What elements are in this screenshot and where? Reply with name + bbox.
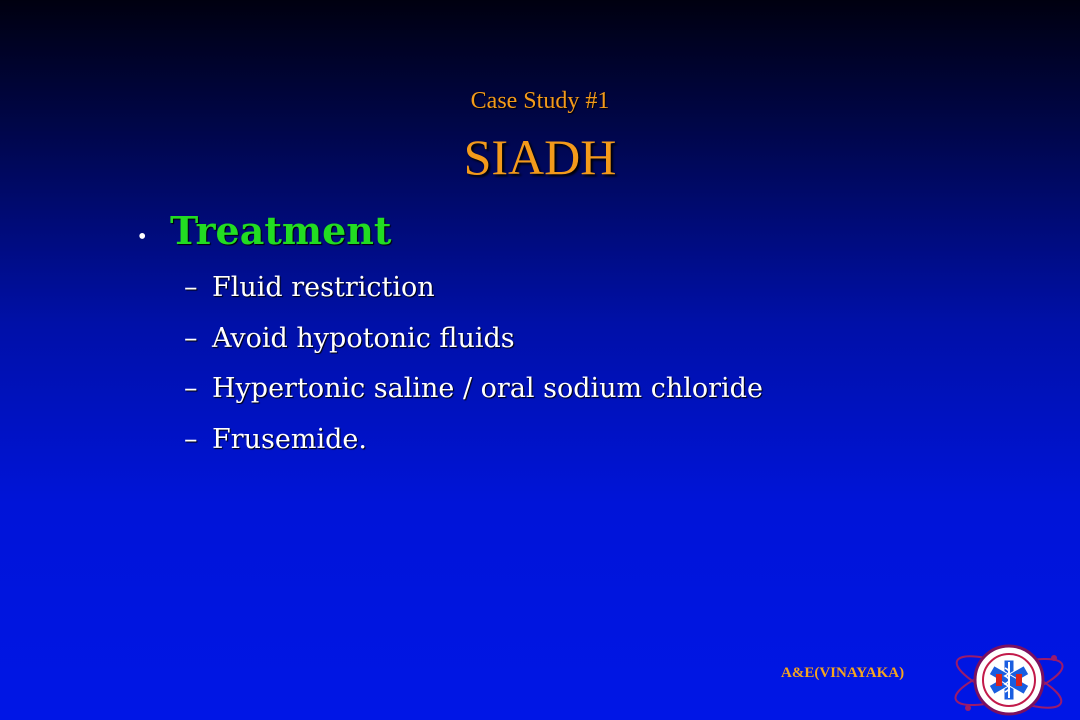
dash-icon: – [184, 423, 198, 455]
bullet-heading-row [138, 208, 391, 253]
dash-icon: – [184, 373, 198, 404]
list-item [184, 373, 763, 424]
slide-title: SIADH [463, 129, 617, 185]
list-item-text: Fluid restriction [212, 272, 435, 303]
list-item [184, 272, 763, 323]
emergency-logo-icon [950, 638, 1068, 720]
dash-icon: – [184, 322, 198, 354]
list-item-text: Avoid hypotonic fluids [212, 322, 515, 354]
list-item-text: Frusemide. [212, 423, 367, 455]
list-item [184, 424, 763, 475]
dash-icon: – [184, 272, 198, 303]
bullet-heading: Treatment [170, 208, 392, 253]
bullet-dot-icon: • [138, 224, 147, 250]
list-item-text: Hypertonic saline / oral sodium chloride [212, 373, 763, 404]
footer-label: A&E(VINAYAKA) [781, 665, 905, 681]
treatment-list [184, 272, 763, 474]
slide-subtitle: Case Study #1 [470, 88, 610, 114]
list-item [184, 323, 763, 374]
